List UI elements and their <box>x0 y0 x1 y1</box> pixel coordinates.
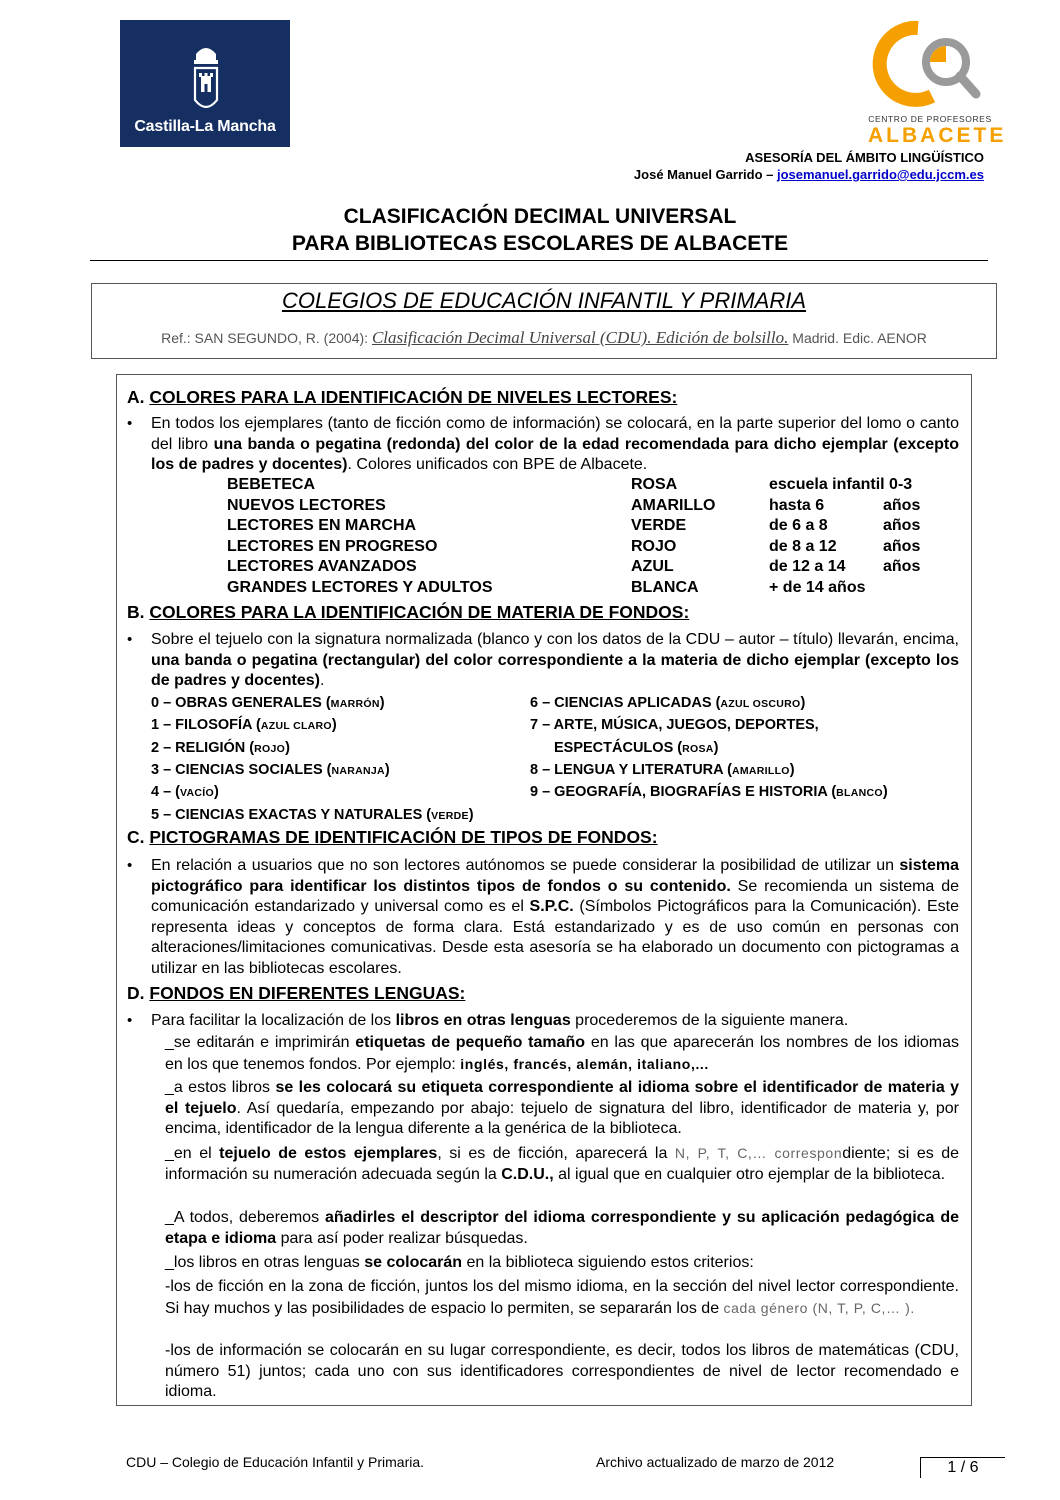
level-age: de 8 a 12 <box>769 537 837 555</box>
subject-item: 8 – LENGUA Y LITERATURA (AMARILLO) <box>530 761 795 778</box>
section-c-heading: C. PICTOGRAMAS DE IDENTIFICACIÓN DE TIPOS DE FONDOS: <box>127 827 658 847</box>
asesoria-label: ASESORÍA DEL ÁMBITO LINGÜÍSTICO <box>745 150 984 165</box>
castilla-la-mancha-logo <box>120 20 290 147</box>
author-email-link[interactable]: josemanuel.garrido@edu.jccm.es <box>776 167 984 182</box>
level-unit: años <box>883 496 921 514</box>
subtitle: COLEGIOS DE EDUCACIÓN INFANTIL Y PRIMARIA <box>281 288 807 313</box>
logo-subtext: CENTRO DE PROFESORES <box>868 114 992 124</box>
subject-item: 5 – CIENCIAS EXACTAS Y NATURALES (VERDE) <box>151 806 474 823</box>
content-box <box>116 374 972 1406</box>
level-name: GRANDES LECTORES Y ADULTOS <box>227 579 493 596</box>
section-d-item: _en el tejuelo de estos ejemplares, si es de ficción, aparecerá la N, P, T, C,… correspondiente; si es de información su numeración adecuada según la C.D.U., al igual que en cualquier otro ejemplar de la biblioteca. <box>165 1145 960 1183</box>
level-color: AMARILLO <box>631 496 716 514</box>
page-number: 1 / 6 <box>920 1457 1005 1478</box>
level-unit: años <box>883 558 921 576</box>
subject-item: ESPECTÁCULOS (ROSA) <box>554 739 719 756</box>
subject-item: 2 – RELIGIÓN (ROJO) <box>151 739 290 756</box>
section-d-item: _los libros en otras lenguas se colocarán en la biblioteca siguiendo estos criterios: <box>165 1254 754 1271</box>
reference-line: Ref.: SAN SEGUNDO, R. (2004): Clasificación Decimal Universal (CDU). Edición de bolsillo. Madrid. Edic. AENOR <box>161 328 927 347</box>
subject-item: 6 – CIENCIAS APLICADAS (AZUL OSCURO) <box>530 695 806 711</box>
section-d-item: _A todos, deberemos añadirles el descriptor del idioma correspondiente y su aplicación pedagógica de etapa e idioma para así poder realizar búsquedas. <box>165 1209 960 1247</box>
subject-item: 9 – GEOGRAFÍA, BIOGRAFÍAS E HISTORIA (BLANCO) <box>530 784 888 801</box>
level-color: ROSA <box>631 476 678 493</box>
level-age: de 6 a 8 <box>769 517 828 535</box>
footer-left: CDU – Colegio de Educación Infantil y Primaria. <box>126 1454 425 1470</box>
level-name: LECTORES EN MARCHA <box>227 517 417 535</box>
level-age: escuela infantil 0-3 <box>769 476 913 493</box>
section-d-item: _a estos libros se les colocará su etiqueta correspondiente al idioma sobre el identificador de materia y el tejuelo. Así quedaría, empezando por abajo: tejuelo de signatura del libro, identificador de materia y, por encima, identificador de la lengua diferente a la genérica de la biblioteca. <box>165 1079 960 1137</box>
section-a-heading: A. COLORES PARA LA IDENTIFICACIÓN DE NIVELES LECTORES: <box>127 387 678 407</box>
bullet-icon: • <box>127 857 133 874</box>
section-b-paragraph: Sobre el tejuelo con la signatura normalizada (blanco y con los datos de la CDU – autor – título) llevarán, encima, una banda o pegatina (rectangular) del color correspondiente a la materia de dicho ejemplar (excepto los de padres y docentes). <box>151 631 959 689</box>
reference-box <box>91 283 997 359</box>
level-name: LECTORES AVANZADOS <box>227 558 417 576</box>
level-color: BLANCA <box>631 579 699 596</box>
section-d-heading: D. FONDOS EN DIFERENTES LENGUAS: <box>127 983 466 1003</box>
bullet-icon: • <box>127 415 133 432</box>
bullet-icon: • <box>127 1012 133 1029</box>
cep-logo-icon <box>868 18 992 114</box>
section-d-item: _se editarán e imprimirán etiquetas de pequeño tamaño en las que aparecerán los nombres de los idiomas en los que tenemos fondos. Por ejemplo: inglés, francés, alemán, italiano,... <box>165 1034 960 1073</box>
subject-item: 1 – FILOSOFÍA (AZUL CLARO) <box>151 717 337 734</box>
section-c-paragraph: En relación a usuarios que no son lectores autónomos se puede considerar la posibilidad de utilizar un sistema pictográfico para identificar los distintos tipos de fondos o su contenido. Se recomienda un sistema de comunicación estandarizado y universal como es el S.P.C. (Símbolos Pictográficos para la Comunicación). Este representa ideas y conceptos de forma clara. Está estandarizado y es de uso común en personas con alteraciones/limitaciones comunicativas. Desde esta asesoría se ha elaborado un documento con pictogramas a utilizar en las bibliotecas escolares. <box>151 857 960 977</box>
reference-title: Clasificación Decimal Universal (CDU). Edición de bolsillo. <box>371 328 789 347</box>
page-title: CLASIFICACIÓN DECIMAL UNIVERSAL PARA BIBLIOTECAS ESCOLARES DE ALBACETE <box>291 205 789 255</box>
level-unit: años <box>883 537 921 555</box>
footer-right: Archivo actualizado de marzo de 2012 <box>596 1454 835 1470</box>
author-line: José Manuel Garrido – josemanuel.garrido@edu.jccm.es <box>633 167 984 182</box>
level-age: de 12 a 14 <box>769 558 846 576</box>
level-age: hasta 6 <box>769 496 825 514</box>
level-unit: años <box>883 517 921 535</box>
centro-profesores-logo <box>868 18 1007 150</box>
level-color: AZUL <box>631 558 674 576</box>
level-name: BEBETECA <box>227 476 316 493</box>
section-d-item: -los de ficción en la zona de ficción, juntos los del mismo idioma, en la sección del nivel lector correspondiente. Si hay muchos y las posibilidades de espacio lo permiten, se separarán los de cada género (N, T, P, C,… ). <box>165 1278 959 1317</box>
subject-item: 0 – OBRAS GENERALES (MARRÓN) <box>151 695 385 711</box>
section-a-paragraph: En todos los ejemplares (tanto de ficción como de información) se colocará, en la parte superior del lomo o canto del libro una banda o pegatina (redonda) del color de la edad recomendada para dicho ejemplar (excepto los de padres y docentes). Colores unificados con BPE de Albacete. <box>151 415 959 473</box>
crest-icon <box>190 42 222 120</box>
level-color: ROJO <box>631 537 677 555</box>
level-color: VERDE <box>631 517 687 535</box>
bullet-icon: • <box>127 631 133 648</box>
subject-item: 4 – (VACÍO) <box>151 784 219 801</box>
section-d-intro: Para facilitar la localización de los libros en otras lenguas procederemos de la siguiente manera. <box>151 1012 849 1029</box>
level-name: LECTORES EN PROGRESO <box>227 537 438 555</box>
section-d-item: -los de información se colocarán en su lugar correspondiente, es decir, todos los libros de matemáticas (CDU, número 51) juntos; cada uno con sus identificadores correspondientes de nivel de lector recomendado e idioma. <box>165 1342 959 1400</box>
level-name: NUEVOS LECTORES <box>227 496 386 514</box>
subject-item: 3 – CIENCIAS SOCIALES (NARANJA) <box>151 761 390 778</box>
level-age: + de 14 años <box>769 579 866 596</box>
logo-text: Castilla-La Mancha <box>134 118 276 135</box>
title-divider <box>90 260 988 261</box>
subject-item: 7 – ARTE, MÚSICA, JUEGOS, DEPORTES, <box>530 717 819 734</box>
section-b-heading: B. COLORES PARA LA IDENTIFICACIÓN DE MATERIA DE FONDOS: <box>127 602 690 622</box>
logo-city: ALBACETE <box>868 124 1007 147</box>
